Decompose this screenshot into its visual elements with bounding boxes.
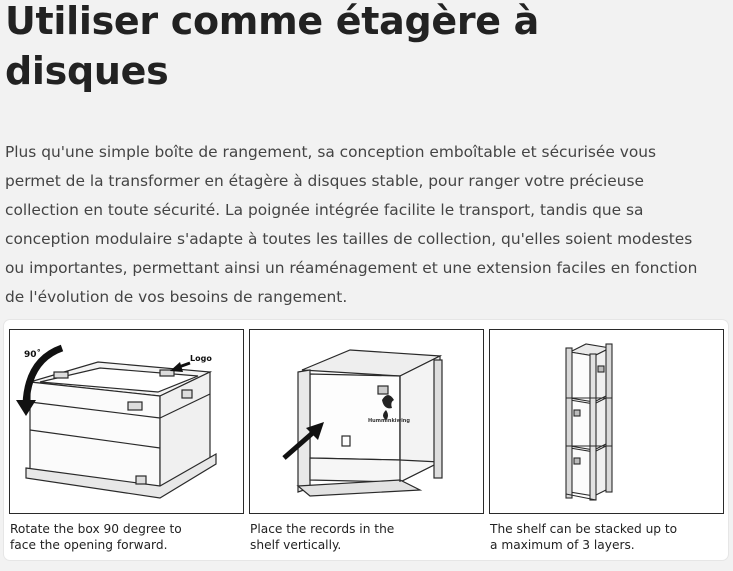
- description-line: ou importantes, permettant ainsi un réaménagement et une extension faciles en fonction: [5, 259, 698, 277]
- caption-line: a maximum of 3 layers.: [490, 538, 635, 552]
- panel-place-records: [249, 329, 484, 514]
- description-paragraph: [5, 138, 727, 312]
- rotation-label: 90˚: [24, 350, 42, 360]
- caption-line: The shelf can be stacked up to: [490, 522, 678, 536]
- caption-line: face the opening forward.: [10, 538, 168, 552]
- title-line-1: Utiliser comme étagère à: [5, 0, 540, 43]
- description-line: conception modulaire s'adapte à toutes les tailles de collection, qu'elles soient modestes: [5, 230, 693, 248]
- logo-label: Logo: [190, 354, 212, 363]
- panel-rotate-box: [9, 329, 244, 514]
- brand-mark-text: Humminkiwing: [368, 418, 410, 424]
- caption-line: shelf vertically.: [250, 538, 342, 552]
- caption-rotate: [10, 521, 246, 553]
- description-line: Plus qu'une simple boîte de rangement, sa conception emboîtable et sécurisée vous: [5, 143, 657, 161]
- panel-stacked-shelves: [489, 329, 724, 514]
- description-line: permet de la transformer en étagère à disques stable, pour ranger votre précieuse: [5, 172, 644, 190]
- caption-place: [250, 521, 486, 553]
- caption-stack: [490, 521, 726, 553]
- caption-line: Place the records in the: [250, 522, 395, 536]
- instruction-figure: [4, 320, 728, 560]
- page-title: [5, 0, 725, 96]
- stacked-shelves-illustration: [490, 330, 723, 513]
- caption-line: Rotate the box 90 degree to: [10, 522, 182, 536]
- description-line: collection en toute sécurité. La poignée intégrée facilite le transport, tandis que sa: [5, 201, 644, 219]
- title-line-2: disques: [5, 49, 169, 93]
- description-line: de l'évolution de vos besoins de rangement.: [5, 288, 348, 306]
- place-records-illustration: [250, 330, 483, 513]
